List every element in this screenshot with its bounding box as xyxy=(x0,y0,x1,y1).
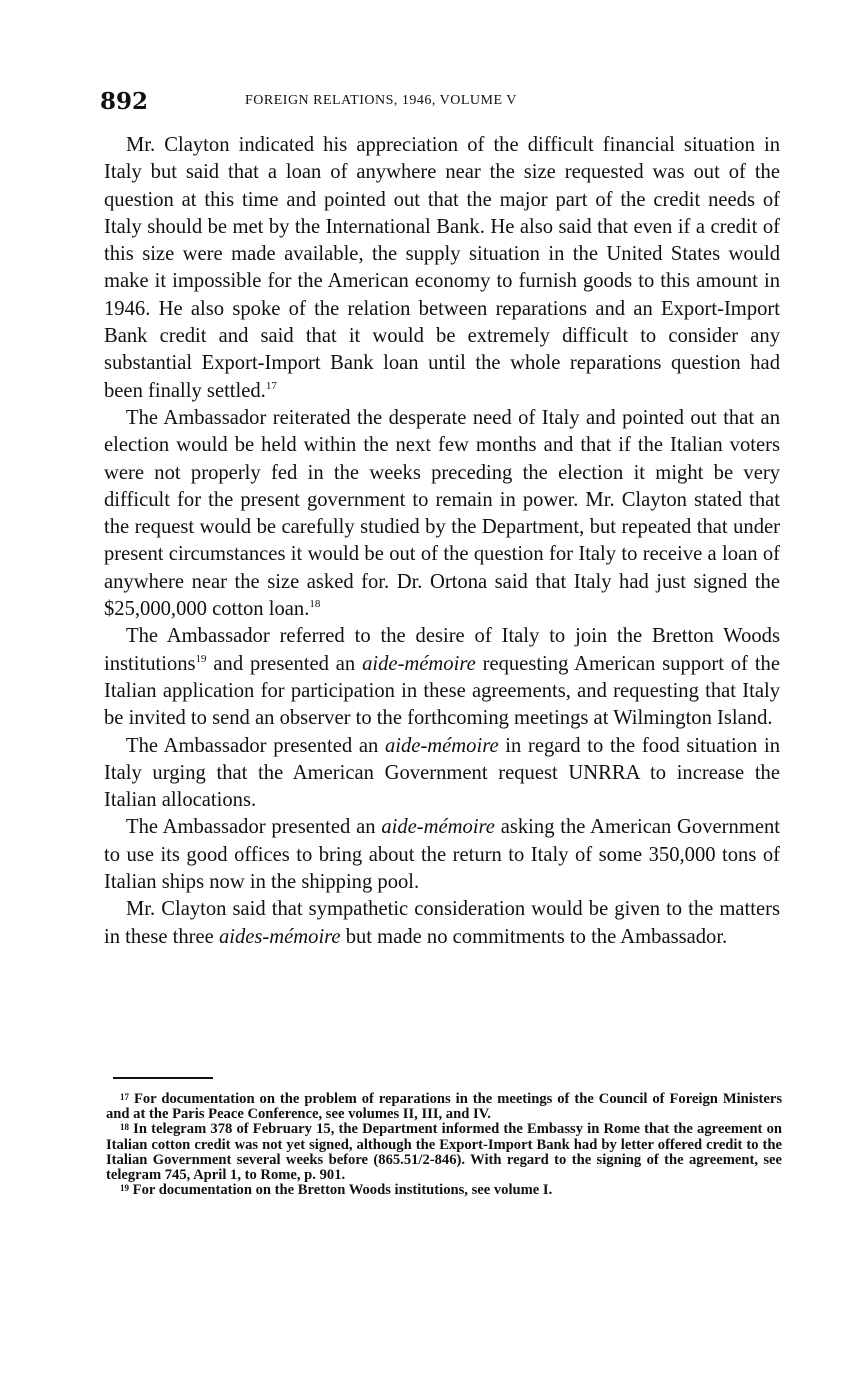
paragraph-4 xyxy=(104,733,780,815)
paragraph-text: Mr. Clayton said that sympathetic consideration would be given to the matters in these three xyxy=(104,898,780,948)
footnote-ref-19: 19 xyxy=(195,652,207,665)
footnote-text: In telegram 378 of February 15, the Department informed the Embassy in Rome that the agreement on Italian cotton credit was not yet signed, although the Export-Import Bank had by letter offered credit to the Italian Government several weeks before (865.51/2-846). With regard to the signing of the agreement, see telegram 745, April 1, to Rome, p. 901. xyxy=(106,1121,782,1184)
italic-term: aide-mémoire xyxy=(381,816,495,839)
paragraph-6 xyxy=(104,896,780,951)
footnote-number: 18 xyxy=(120,1122,129,1133)
italic-term: aide-mémoire xyxy=(384,734,499,757)
page-number: 892 xyxy=(100,88,149,115)
paragraph-2 xyxy=(104,405,780,623)
footnote-text: For documentation on the Bretton Woods institutions, see volume I. xyxy=(132,1182,553,1199)
paragraph-text: The Ambassador presented an xyxy=(126,734,385,757)
paragraph-text: in regard to the food situation in Italy urging that the American Government request UNRRA to increase the Italian allocations. xyxy=(104,734,780,812)
footnote-number: 17 xyxy=(120,1092,129,1102)
footnote-divider xyxy=(113,1077,213,1079)
paragraph-text: but made no commitments to the Ambassador. xyxy=(340,925,728,948)
paragraph-text: requesting American support of the Italian application for participation in these agreements, and requesting that Italy be invited to send an observer to the forthcoming meetings at Wilmington Island. xyxy=(104,652,780,730)
paragraph-text: asking the American Government to use its good offices to bring about the return to Italy of some 350,000 tons of Italian ships now in the shipping pool. xyxy=(104,816,780,894)
footnote-18 xyxy=(106,1122,782,1183)
italic-term: aides-mémoire xyxy=(218,925,341,948)
running-head: FOREIGN RELATIONS, 1946, VOLUME V xyxy=(245,93,517,108)
footnote-text: For documentation on the problem of reparations in the meetings of the Council of Foreign Ministers and at the Paris Peace Conference, see volumes II, III, and IV. xyxy=(106,1091,782,1123)
paragraph-text: and presented an xyxy=(206,652,363,675)
paragraph-5 xyxy=(104,814,780,896)
footnote-19 xyxy=(106,1183,782,1198)
body-text xyxy=(104,132,780,951)
footnote-number: 19 xyxy=(120,1183,129,1194)
footnote-17 xyxy=(106,1092,782,1122)
italic-term: aide-mémoire xyxy=(362,652,476,675)
page-header xyxy=(100,88,790,118)
footnote-ref-17: 17 xyxy=(265,379,277,392)
footnotes xyxy=(106,1092,782,1198)
paragraph-text: Mr. Clayton indicated his appreciation of the difficult financial situation in Italy but said that a loan of anywhere near the size requested was out of the question at this time and pointed out that the major part of the credit needs of Italy should be met by the International Bank. He also said that even if a credit of this size were made available, the supply situation in the United States would make it impossible for the American economy to furnish goods to this amount in 1946. He also spoke of the relation between reparations and an Export-Import Bank credit and said that it would be extremely difficult to consider any substantial Export-Import Bank loan until the whole reparations question had been finally settled. xyxy=(104,134,780,402)
paragraph-text: The Ambassador reiterated the desperate need of Italy and pointed out that an election would be held within the next few months and that if the Italian voters were not properly fed in the weeks preceding the election it might be very difficult for the present government to remain in power. Mr. Clayton stated that the request would be carefully studied by the Department, but repeated that under present circumstances it would be out of the question for Italy to receive a loan of anywhere near the size asked for. Dr. Ortona said that Italy had just signed the $25,000,000 cotton loan. xyxy=(104,406,780,621)
paragraph-text: The Ambassador referred to the desire of Italy to join the Bretton Woods institutions xyxy=(104,625,780,675)
paragraph-1 xyxy=(104,132,780,405)
paragraph-3 xyxy=(104,623,780,732)
paragraph-text: The Ambassador presented an xyxy=(126,816,382,839)
footnote-ref-18: 18 xyxy=(309,598,321,611)
